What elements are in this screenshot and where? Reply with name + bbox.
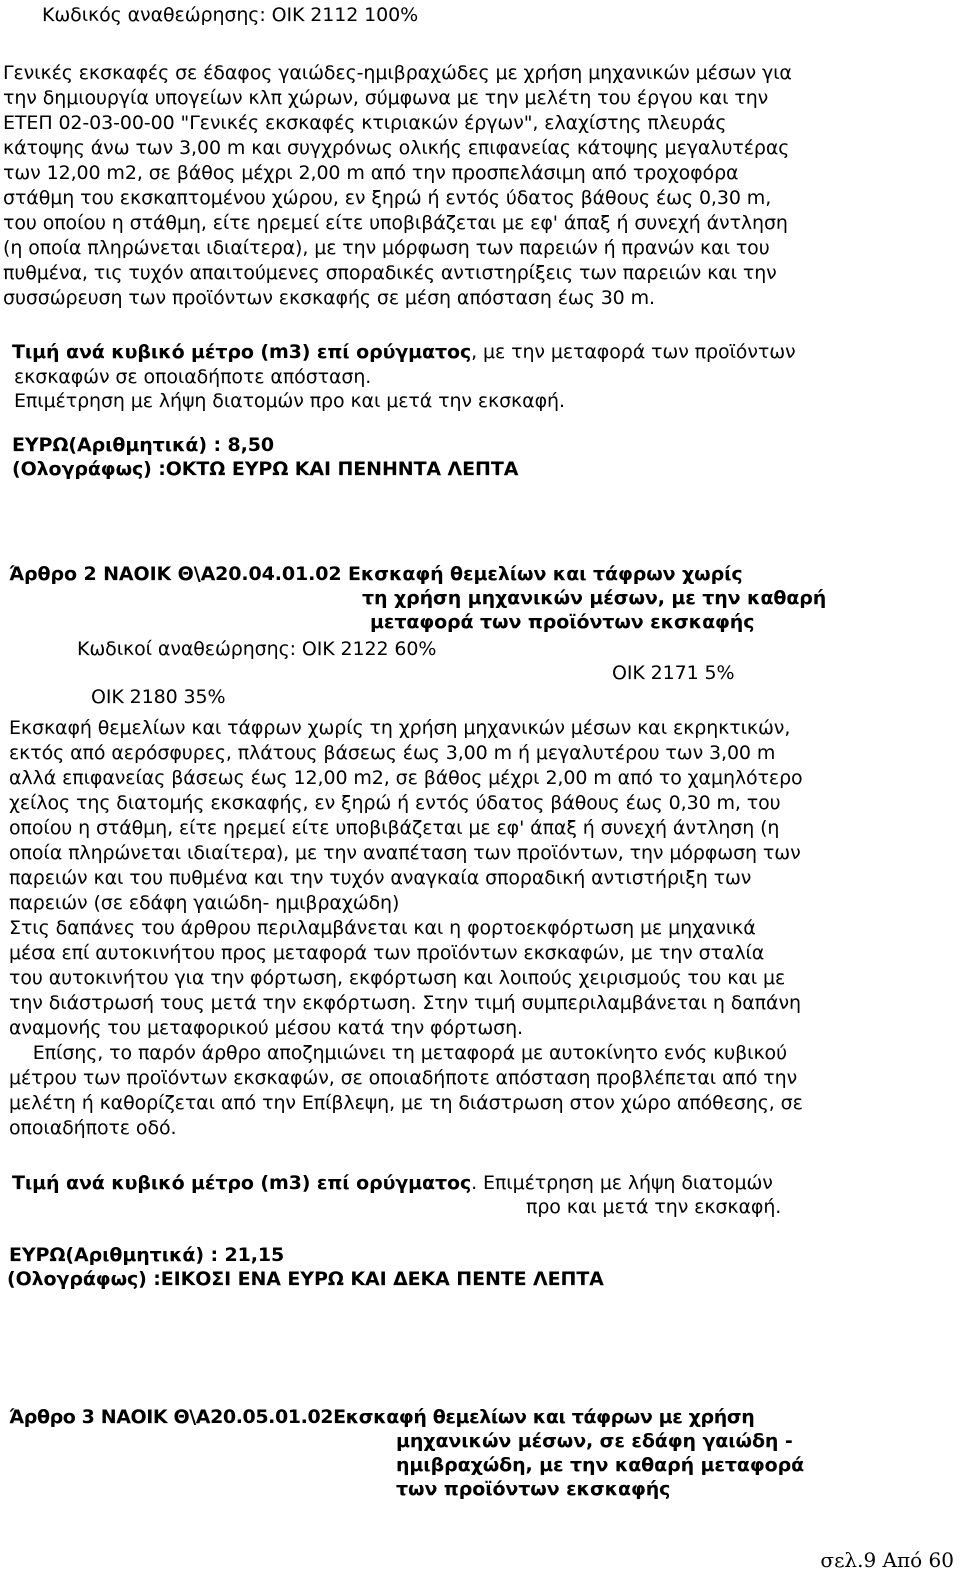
unit-price-label: Τιμή ανά κυβικό μέτρο (m3) επί ορύγματος	[12, 341, 472, 363]
article-2-heading-cont: τη χρήση μηχανικών μέσων, με την καθαρή	[362, 587, 827, 609]
text-line: παρειών (σε εδάφη γαιώδη- ημιβραχώδη)	[9, 892, 400, 914]
article-3-heading-cont: ημιβραχώδη, με την καθαρή μεταφορά	[396, 1454, 805, 1476]
text-line: μέτρου των προϊόντων εκσκαφών, σε οποιαδήποτε απόσταση προβλέπεται από την	[9, 1067, 798, 1089]
text-line: κάτοψης άνω των 3,00 m και συγχρόνως ολικής επιφανείας κάτοψης μεγαλυτέρας	[3, 137, 790, 159]
price-numeric: ΕΥΡΩ(Αριθμητικά) : 8,50	[12, 434, 274, 456]
article-2-heading-cont: μεταφορά των προϊόντων εκσκαφής	[370, 611, 755, 633]
unit-price-line	[12, 1171, 773, 1195]
text-line: του οποίου η στάθμη, είτε ηρεμεί είτε υποβιβάζεται με εφ' άπαξ ή συνεχή άντληση	[3, 212, 788, 234]
text-line: μελέτη ή καθορίζεται από την Επίβλεψη, με τη διάστρωση στον χώρο απόθεσης, σε	[9, 1092, 803, 1114]
price-words: (Ολογράφως) :ΕΙΚΟΣΙ ΕΝΑ ΕΥΡΩ ΚΑΙ ΔΕΚΑ ΠΕΝΤΕ ΛΕΠΤΑ	[7, 1268, 604, 1290]
revision-codes: Κωδικός αναθεώρησης: ΟΙΚ 2112 100%	[42, 4, 419, 26]
revision-codes: ΟΙΚ 2180 35%	[91, 686, 226, 708]
text-line: παρειών και του πυθμένα και την τυχόν αναγκαία σποραδική αντιστήριξη των	[9, 867, 752, 889]
text-line: αναμονής του μεταφορικού μέσου κατά την φόρτωση.	[9, 1017, 523, 1039]
article-2-heading: Άρθρο 2 ΝΑΟΙΚ Θ\Α20.04.01.02 Εκσκαφή θεμελίων και τάφρων χωρίς	[9, 563, 743, 585]
text-line: Επιμέτρηση με λήψη διατομών προ και μετά την εκσκαφή.	[14, 390, 565, 412]
article-3-heading-cont: των προϊόντων εκσκαφής	[396, 1478, 671, 1500]
article-3-heading-cont: μηχανικών μέσων, σε εδάφη γαιώδη -	[396, 1430, 793, 1452]
text-line: στάθμη του εκσκαπτομένου χώρου, εν ξηρώ ή εντός ύδατος βάθους έως 0,30 m,	[3, 187, 772, 209]
text-line: συσσώρευση των προϊόντων εκσκαφής σε μέση απόσταση έως 30 m.	[3, 287, 655, 309]
text-line: προ και μετά την εκσκαφή.	[526, 1196, 782, 1218]
article-3-heading: Άρθρο 3 ΝΑΟΙΚ Θ\Α20.05.01.02Εκσκαφή θεμελίων και τάφρων με χρήση	[9, 1406, 755, 1428]
unit-price-rest: . Επιμέτρηση με λήψη διατομών	[471, 1172, 773, 1194]
price-words: (Ολογράφως) :ΟΚΤΩ ΕΥΡΩ ΚΑΙ ΠΕΝΗΝΤΑ ΛΕΠΤΑ	[12, 458, 519, 480]
page-number: σελ.9 Από 60	[820, 1548, 954, 1572]
text-line: εκτός από αερόσφυρες, πλάτους βάσεως έως 3,00 m ή μεγαλυτέρου των 3,00 m	[9, 742, 776, 764]
text-line: των 12,00 m2, σε βάθος μέχρι 2,00 m από την προσπελάσιμη από τροχοφόρα	[3, 162, 739, 184]
unit-price-line	[12, 340, 796, 364]
text-line: πυθμένα, τις τυχόν απαιτούμενες σποραδικές αντιστηρίξεις των παρειών και την	[3, 262, 777, 284]
unit-price-label: Τιμή ανά κυβικό μέτρο (m3) επί ορύγματος	[12, 1172, 472, 1194]
revision-codes: Κωδικοί αναθεώρησης: ΟΙΚ 2122 60%	[77, 638, 437, 660]
text-line: ΕΤΕΠ 02-03-00-00 "Γενικές εκσκαφές κτιριακών έργων", ελαχίστης πλευράς	[3, 112, 727, 134]
text-line: οποιαδήποτε οδό.	[9, 1117, 177, 1139]
text-line: μέσα επί αυτοκινήτου προς μεταφορά των προϊόντων εκσκαφών, με την σταλία	[9, 942, 765, 964]
text-line: του αυτοκινήτου για την φόρτωση, εκφόρτωση και λοιπούς χειρισμούς του και με	[9, 967, 786, 989]
text-line: αλλά επιφανείας βάσεως έως 12,00 m2, σε βάθος μέχρι 2,00 m από το χαμηλότερο	[9, 767, 803, 789]
text-line: οποίου η στάθμη, είτε ηρεμεί είτε υποβιβάζεται με εφ' άπαξ ή συνεχή άντληση (η	[9, 817, 780, 839]
revision-codes: ΟΙΚ 2171 5%	[612, 662, 735, 684]
text-line: Επίσης, το παρόν άρθρο αποζημιώνει τη μεταφορά με αυτοκίνητο ενός κυβικού	[9, 1042, 787, 1064]
unit-price-rest: , με την μεταφορά των προϊόντων	[471, 341, 796, 363]
text-line: Στις δαπάνες του άρθρου περιλαμβάνεται και η φορτοεκφόρτωση με μηχανικά	[9, 917, 756, 939]
text-line: την διάστρωσή τους μετά την εκφόρτωση. Στην τιμή συμπεριλαμβάνεται η δαπάνη	[9, 992, 801, 1014]
text-line: (η οποία πληρώνεται ιδιαίτερα), με την μόρφωση των παρειών ή πρανών και του	[3, 237, 770, 259]
price-numeric: ΕΥΡΩ(Αριθμητικά) : 21,15	[9, 1244, 285, 1266]
text-line: χείλος της διατομής εκσκαφής, εν ξηρώ ή εντός ύδατος βάθους έως 0,30 m, του	[9, 792, 781, 814]
text-line: οποία πληρώνεται ιδιαίτερα), με την αναπέταση των προϊόντων, την μόρφωση των	[9, 842, 801, 864]
text-line: την δημιουργία υπογείων κλπ χώρων, σύμφωνα με την μελέτη του έργου και την	[3, 87, 769, 109]
text-line: Εκσκαφή θεμελίων και τάφρων χωρίς τη χρήση μηχανικών μέσων και εκρηκτικών,	[9, 717, 791, 739]
text-line: εκσκαφών σε οποιαδήποτε απόσταση.	[14, 366, 372, 388]
text-line: Γενικές εκσκαφές σε έδαφος γαιώδες-ημιβραχώδες με χρήση μηχανικών μέσων για	[3, 62, 792, 84]
